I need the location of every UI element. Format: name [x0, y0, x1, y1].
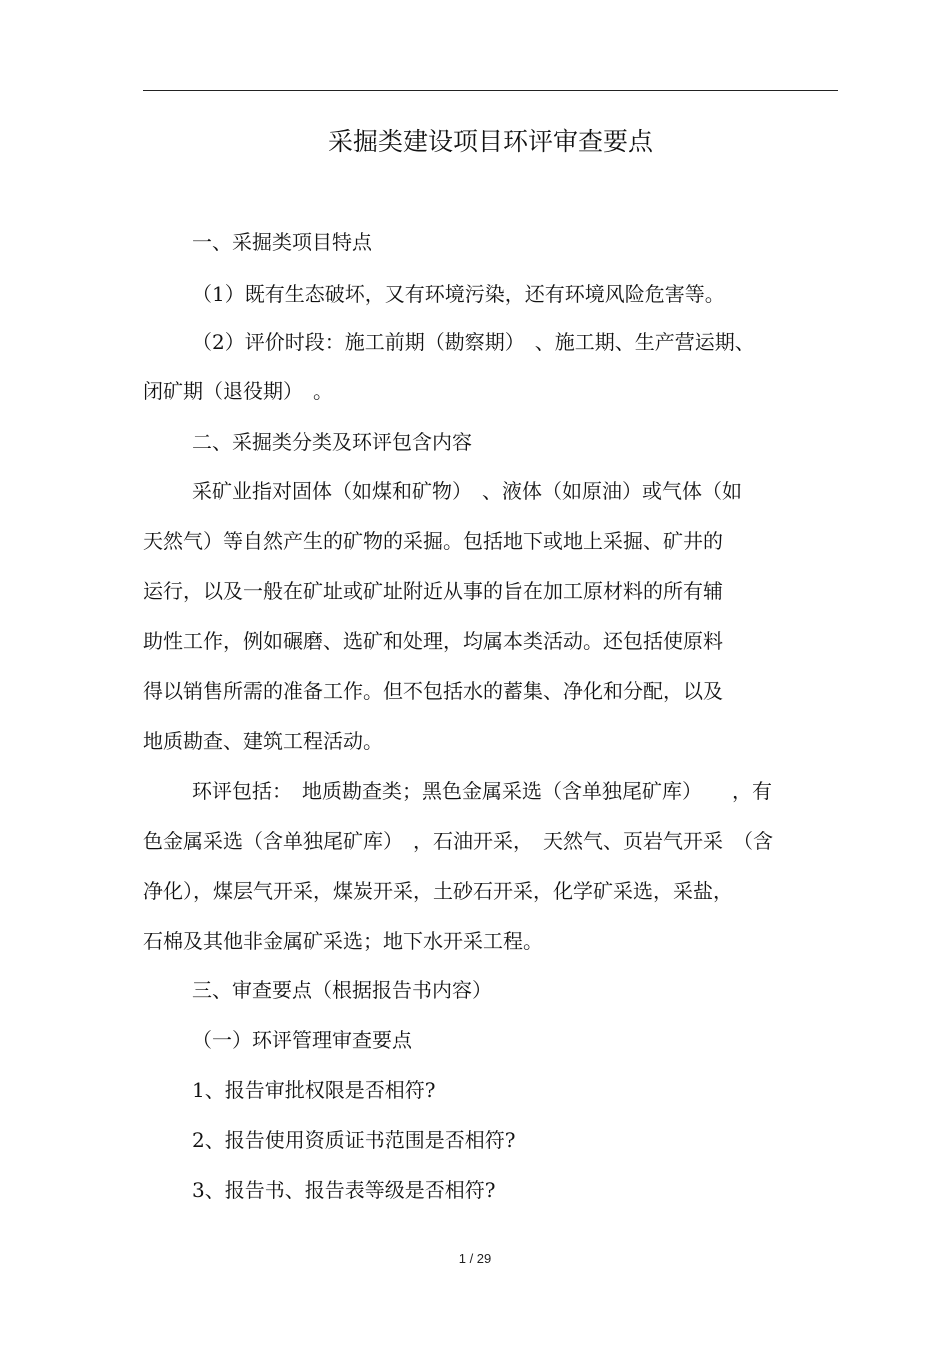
paragraph-line: 闭矿期（退役期） 。	[143, 379, 333, 403]
paragraph-line: 净化），煤层气开采，煤炭开采，土砂石开采，化学矿采选，采盐，	[143, 879, 733, 903]
paragraph-line: 助性工作，例如碾磨、选矿和处理，均属本类活动。还包括使原料	[143, 629, 723, 653]
paragraph-line: 地质勘查、建筑工程活动。	[143, 729, 383, 753]
heading-section-3: 三、审查要点（根据报告书内容）	[192, 978, 492, 1002]
paragraph-line: 运行，以及一般在矿址或矿址附近从事的旨在加工原材料的所有辅	[143, 579, 723, 603]
header-rule	[143, 90, 838, 91]
paragraph-line: （1）既有生态破坏，又有环境污染，还有环境风险危害等。	[192, 282, 725, 306]
paragraph-line: 得以销售所需的准备工作。但不包括水的蓄集、净化和分配，以及	[143, 679, 723, 703]
list-item: 1、报告审批权限是否相符?	[192, 1078, 436, 1102]
paragraph-line: 环评包括： 地质勘查类；黑色金属采选（含单独尾矿库） ，有	[192, 779, 772, 803]
heading-section-2: 二、采掘类分类及环评包含内容	[192, 430, 472, 454]
paragraph-line: 石棉及其他非金属矿采选；地下水开采工程。	[143, 929, 543, 953]
subheading: （一）环评管理审查要点	[192, 1028, 412, 1052]
list-item: 3、报告书、报告表等级是否相符?	[192, 1178, 496, 1202]
paragraph-line: 天然气）等自然产生的矿物的采掘。包括地下或地上采掘、矿井的	[143, 529, 723, 553]
document-title: 采掘类建设项目环评审查要点	[327, 127, 653, 156]
paragraph-line: 采矿业指对固体（如煤和矿物） 、液体（如原油）或气体（如	[192, 479, 742, 503]
page-number: 1 / 29	[458, 1251, 492, 1266]
heading-section-1: 一、采掘类项目特点	[192, 230, 372, 254]
paragraph-line: 色金属采选（含单独尾矿库） ，石油开采， 天然气、页岩气开采 （含	[143, 829, 773, 853]
list-item: 2、报告使用资质证书范围是否相符?	[192, 1128, 516, 1152]
paragraph-line: （2）评价时段：施工前期（勘察期） 、施工期、生产营运期、	[192, 330, 755, 354]
